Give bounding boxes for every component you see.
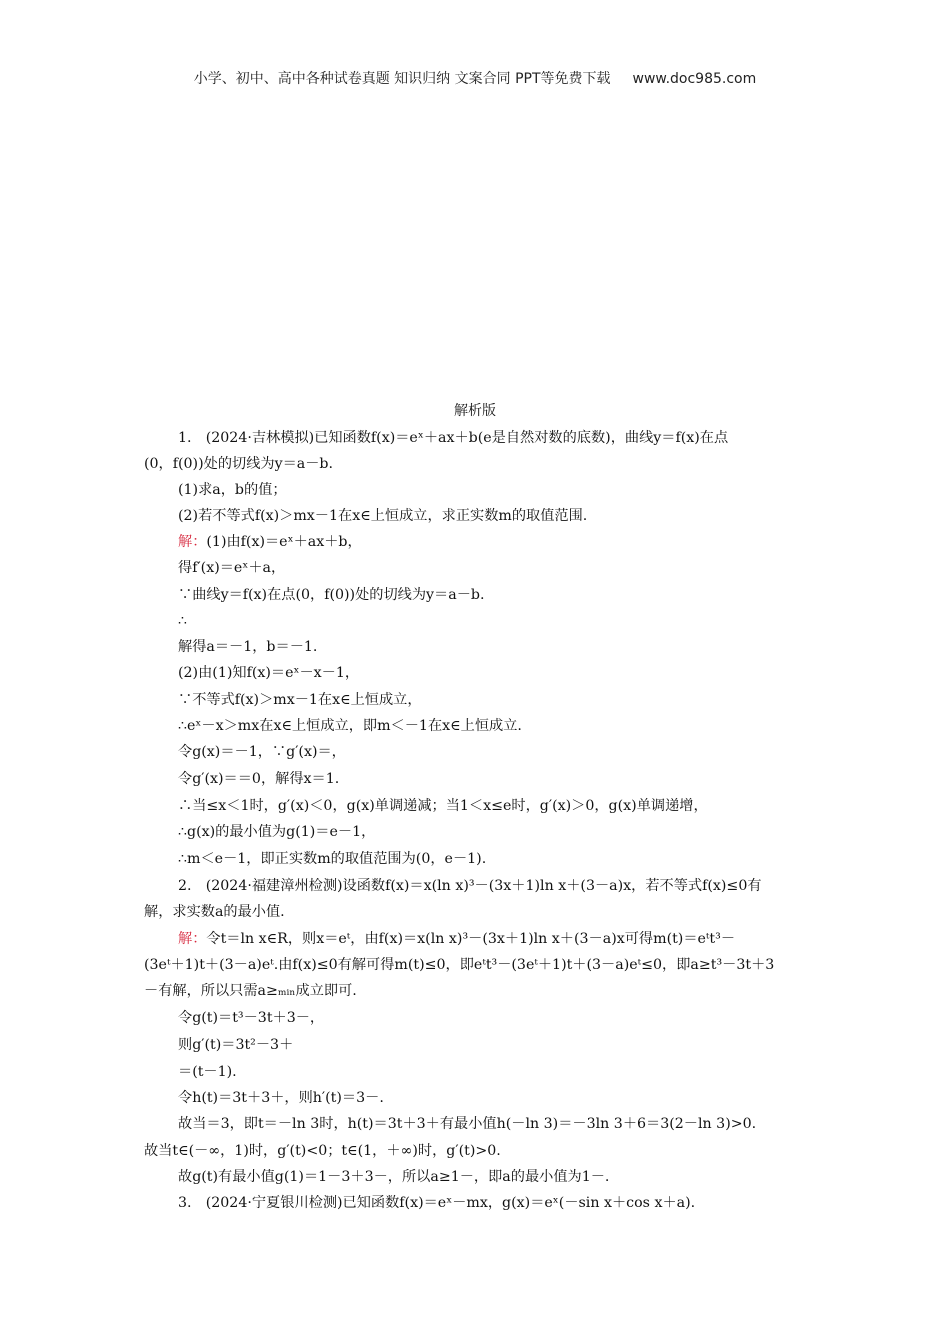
text-segment: ∴m＜e－1，即正实数m的取值范围为(0，e－1).	[178, 851, 487, 867]
text-line	[178, 428, 728, 448]
section-title: 解析版	[454, 403, 496, 419]
text-segment: ∵不等式f(x)＞mx－1在x∈上恒成立，	[178, 692, 422, 708]
text-line	[178, 1114, 756, 1134]
header-site-link[interactable]: www.doc985.com	[632, 71, 757, 87]
text-segment: 令g(t)＝t³－3t＋3－，	[178, 1010, 325, 1026]
text-segment: (3eᵗ＋1)t＋(3－a)eᵗ.由f(x)≤0有解可得m(t)≤0，即eᵗt³－(3eᵗ＋1)t＋(3－a)eᵗ≤0，即a≥t³－3t＋3	[144, 957, 775, 973]
text-segment: 得f′(x)＝eˣ＋a，	[178, 560, 286, 576]
text-segment: ∴	[178, 613, 188, 629]
header-text: 小学、初中、高中各种试卷真题 知识归纳 文案合同 PPT等免费下载	[193, 71, 611, 87]
text-line	[178, 849, 486, 869]
text-line	[178, 611, 187, 631]
text-line	[178, 558, 285, 578]
text-line	[178, 663, 359, 683]
text-line	[178, 1008, 324, 1028]
text-segment: ∴g(x)的最小值为g(1)＝e－1，	[178, 824, 376, 840]
text-segment: ∵曲线y＝f(x)在点(0，f(0))处的切线为y＝a－b.	[178, 587, 485, 603]
text-line	[178, 742, 346, 762]
text-segment: (1)由f(x)＝eˣ＋ax＋b，	[206, 534, 362, 550]
text-segment: 则g′(t)＝3t²－3＋	[178, 1037, 294, 1053]
text-line	[178, 796, 708, 816]
solution-label: 解：	[178, 534, 207, 550]
text-segment: 解，求实数a的最小值.	[144, 904, 285, 920]
text-line	[144, 981, 357, 1001]
text-line	[178, 637, 317, 657]
text-line	[178, 1062, 237, 1082]
text-segment: 1. (2024·吉林模拟)已知函数f(x)＝eˣ＋ax＋b(e是自然对数的底数)，曲线y＝f(x)在点	[178, 430, 729, 446]
text-line	[178, 690, 422, 710]
text-segment: 故g(t)有最小值g(1)＝1－3＋3－，所以a≥1－，即a的最小值为1－.	[178, 1169, 610, 1185]
text-line	[178, 769, 339, 789]
text-segment: 令g(x)＝－1，∵g′(x)＝，	[178, 744, 346, 760]
text-line	[144, 1141, 501, 1161]
text-line	[178, 585, 484, 605]
text-segment: ∴eˣ－x＞mx在x∈上恒成立，即m＜－1在x∈上恒成立.	[178, 718, 522, 734]
text-line	[178, 822, 375, 842]
text-segment: 3. (2024·宁夏银川检测)已知函数f(x)＝eˣ－mx，g(x)＝eˣ(－sin x＋cos x＋a).	[178, 1195, 696, 1211]
text-line	[178, 929, 735, 949]
solution-label: 解：	[178, 931, 207, 947]
text-segment: (2)若不等式f(x)＞mx－1在x∈上恒成立，求正实数m的取值范围.	[178, 508, 588, 524]
text-segment: ＝(t－1).	[178, 1064, 237, 1080]
text-line	[178, 1193, 695, 1213]
text-line	[178, 532, 362, 552]
text-segment: 故当t∈(－∞，1)时，g′(t)<0；t∈(1，＋∞)时，g′(t)>0.	[144, 1143, 501, 1159]
text-line	[144, 454, 333, 474]
text-line	[178, 1088, 384, 1108]
text-line	[178, 1167, 609, 1187]
text-segment: (2)由(1)知f(x)＝eˣ－x－1，	[178, 665, 360, 681]
text-segment: 故当＝3，即t＝－ln 3时，h(t)＝3t＋3＋有最小值h(－ln 3)＝－3ln 3＋6＝3(2－ln 3)>0.	[178, 1116, 757, 1132]
text-line	[178, 716, 522, 736]
text-segment: 解得a＝－1，b＝－1.	[178, 639, 318, 655]
page-header	[0, 68, 950, 88]
text-segment: ∴当≤x＜1时，g′(x)＜0，g(x)单调递减；当1＜x≤e时，g′(x)＞0，g(x)单调递增，	[178, 798, 708, 814]
text-line	[144, 902, 285, 922]
text-segment: 令t＝ln x∈R，则x＝eᵗ，由f(x)＝x(ln x)³－(3x＋1)ln x＋(3－a)x可得m(t)＝eᵗt³－	[206, 931, 736, 947]
text-segment: －有解，所以只需a≥ₘᵢₙ成立即可.	[144, 983, 357, 999]
text-line	[144, 955, 774, 975]
text-line	[178, 480, 287, 500]
text-segment: (0，f(0))处的切线为y＝a－b.	[144, 456, 334, 472]
text-line	[178, 506, 587, 526]
text-line	[178, 1035, 293, 1055]
text-segment: 令h(t)＝3t＋3＋，则h′(t)＝3－.	[178, 1090, 384, 1106]
text-segment: 2. (2024·福建漳州检测)设函数f(x)＝x(ln x)³－(3x＋1)ln x＋(3－a)x，若不等式f(x)≤0有	[178, 878, 762, 894]
text-segment: 令g′(x)＝＝0，解得x＝1.	[178, 771, 340, 787]
text-segment: (1)求a，b的值；	[178, 482, 287, 498]
text-line	[178, 876, 762, 896]
